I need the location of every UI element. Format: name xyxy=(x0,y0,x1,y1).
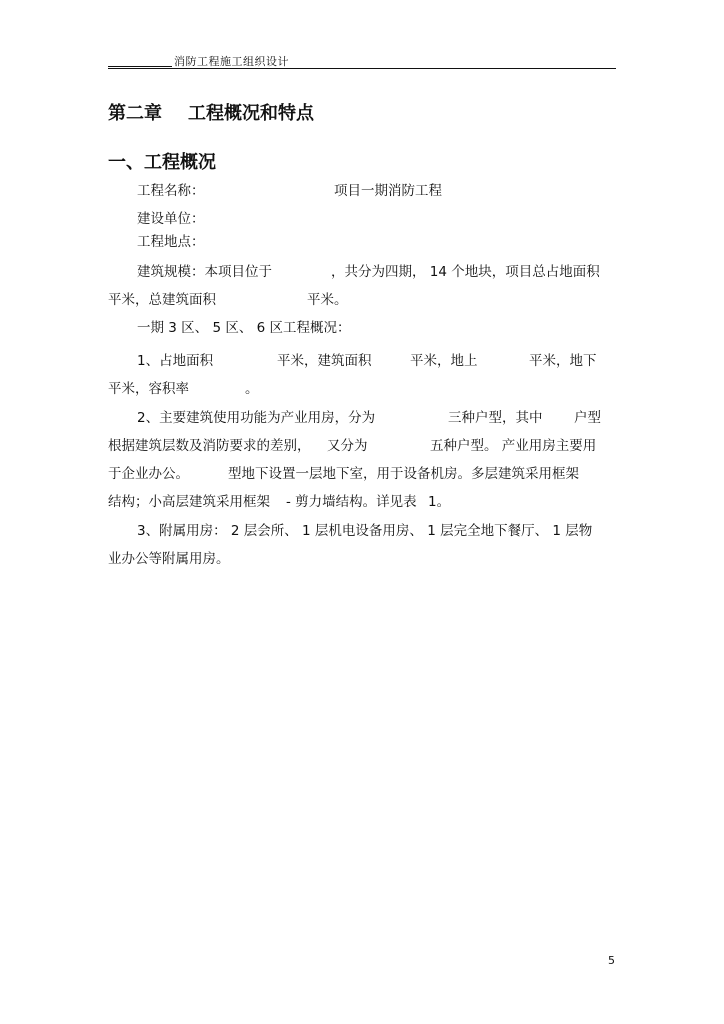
header-blank-line xyxy=(108,66,172,67)
header-rule xyxy=(108,68,616,69)
item1-line2-a: 平米，容积率 xyxy=(108,381,189,397)
item1-line1-b: 平米，建筑面积 xyxy=(277,353,372,369)
item2-line2-b: 又分为 xyxy=(327,438,368,454)
section-heading: 一、工程概况 xyxy=(108,152,216,173)
page-number: 5 xyxy=(608,954,615,967)
item2-line4-b: - 剪力墙结构。详见表 xyxy=(286,494,417,510)
item2-line4-c: 1。 xyxy=(428,494,451,510)
scale-line1-b: ，共分为四期， 14 个地块，项目总占地面积 xyxy=(331,264,600,280)
item2-line2-a: 根据建筑层数及消防要求的差别， xyxy=(108,438,311,454)
chapter-heading xyxy=(108,99,314,125)
location-label: 工程地点： xyxy=(137,234,205,250)
item2-line1-b: 三种户型，其中 xyxy=(448,410,543,426)
phase-intro: 一期 3 区、 5 区、 6 区工程概况： xyxy=(137,320,351,336)
item2-line4-a: 结构；小高层建筑采用框架 xyxy=(108,494,270,510)
item2-line2-c: 五种户型。 产业用房主要用 xyxy=(430,438,597,454)
item1-line1-c: 平米，地上 xyxy=(410,353,478,369)
item1-line2-b: 。 xyxy=(245,381,259,397)
item3-line1: 3、附属用房： 2 层会所、 1 层机电设备用房、 1 层完全地下餐厅、 1 层物 xyxy=(137,523,593,539)
item2-line1-c: 户型 xyxy=(574,410,601,426)
scale-line2-b: 平米。 xyxy=(307,292,348,308)
item2-line1-a: 2、主要建筑使用功能为产业用房，分为 xyxy=(137,410,376,426)
chapter-title: 工程概况和特点 xyxy=(188,103,314,124)
item1-line1-a: 1、占地面积 xyxy=(137,353,214,369)
builder-label: 建设单位： xyxy=(137,211,205,227)
item1-line1-d: 平米，地下 xyxy=(529,353,597,369)
project-name-label: 工程名称： xyxy=(137,183,205,199)
scale-line1-a: 建筑规模：本项目位于 xyxy=(137,264,272,280)
project-name-value: 项目一期消防工程 xyxy=(334,183,442,199)
scale-line2-a: 平米，总建筑面积 xyxy=(108,292,216,308)
chapter-number: 第二章 xyxy=(108,103,162,124)
header-doc-title: 消防工程施工组织设计 xyxy=(174,55,289,68)
item2-line3-a: 于企业办公。 xyxy=(108,466,189,482)
item3-line2: 业办公等附属用房。 xyxy=(108,551,230,567)
item2-line3-b: 型地下设置一层地下室，用于设备机房。多层建筑采用框架 xyxy=(228,466,579,482)
